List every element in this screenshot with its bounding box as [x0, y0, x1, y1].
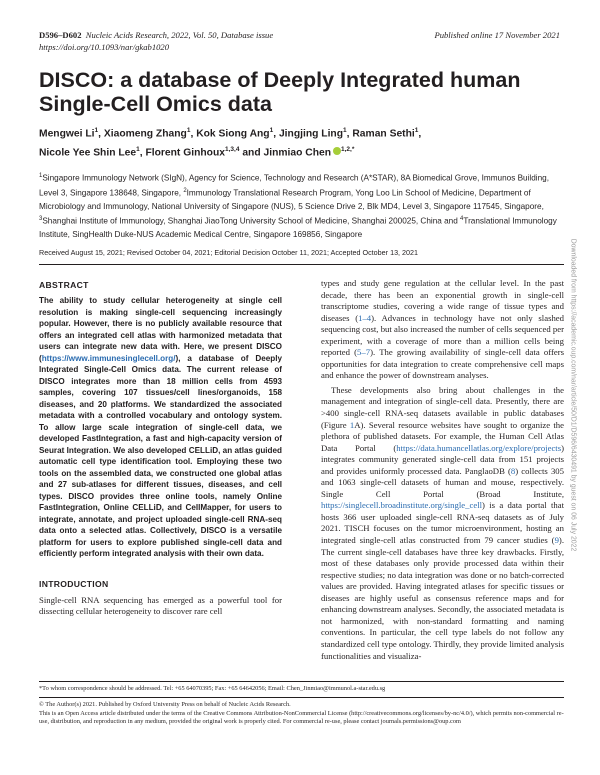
- body-text: ) integrates community generated single-cell data from 151 projects and provides uniformly processed data. PanglaoDB (: [321, 442, 564, 476]
- body-text: ). Advances in technology have not only slashed sequencing cost, but also increased the number of cells sequenced per experiment, with a coverage of more than a million cells being reported (: [321, 312, 564, 358]
- affiliation-text: Immunology Translational Research Program, Yong Loo Lin School of Medicine, Department of Microbiology and Immunology, National University of Singapore (NUS), 5 Science Drive 2, Blk MD4, Level 3, Singapore 117545, Singapore,: [39, 189, 544, 211]
- author-affil-sup: 1,3,4: [224, 146, 240, 154]
- body-text: ) is a data portal that hosts 366 user uploaded single-cell RNA-seq datasets as of July 2021. TISCH focuses on the tumor microenvironment, hosting an integrated single-cell atlas constructed from 79 cancer studies (: [321, 500, 564, 546]
- affil-sup: 3: [39, 216, 43, 223]
- author-name: Kok Siong Ang: [196, 128, 270, 140]
- footnote-divider: [39, 697, 564, 698]
- body-text: A). Several resource websites have sought to organize the plethora of published datasets. For example, the Human Cell Atlas Data Portal (: [321, 419, 564, 453]
- header-divider: [39, 264, 564, 265]
- introduction-paragraph: [321, 278, 564, 382]
- database-link[interactable]: https://www.immunesinglecell.org/: [41, 353, 176, 363]
- affil-sup: 2: [183, 188, 187, 195]
- introduction-paragraph: [321, 385, 564, 662]
- author-name: Jingjing Ling: [278, 128, 344, 140]
- author-affil-sup: 1,2,*: [341, 146, 355, 154]
- affiliation-text: Shanghai Institute of Immunology, Shanghai JiaoTong University School of Medicine, Shanghai 200025, China and: [42, 216, 461, 226]
- author-affil-sup: 1: [343, 127, 347, 134]
- body-text: types and study gene regulation at the cellular level. In the past decade, there has been an exponential growth in single-cell transcriptome studies, covering a wide range of tissue types and diseases (: [321, 278, 564, 323]
- license-note: This is an Open Access article distributed under the terms of the Creative Commons Attribution-NonCommercial License (http://creativecommons.org/licenses/by-nc/4.0/), which permits non-commercial re-use, distribution, and reproduction in any medium, provided the original work is properly cited. For commercial re-use, please contact journals.permissions@oup.com: [39, 710, 564, 726]
- author-name: Mengwei Li: [39, 128, 95, 140]
- published-date: Published online 17 November 2021: [434, 30, 560, 40]
- figure-link[interactable]: 1: [349, 419, 355, 430]
- received-dates: Received August 15, 2021; Revised October 04, 2021; Editorial Decision October 11, 2021; Accepted October 13, 2021: [39, 248, 419, 257]
- hca-link[interactable]: https://data.humancellatlas.org/explore/projects: [396, 442, 562, 453]
- broad-link[interactable]: https://singlecell.broadinstitute.org/single_cell: [321, 500, 483, 511]
- body-text: These developments also bring about challenges in the management and integration of single-cell data. Presently, there are >400 single-cell RNA-seq datasets available in public databases (Figure: [321, 384, 564, 430]
- author-affil-sup: 1: [94, 127, 99, 134]
- paper-title: DISCO: a database of Deeply Integrated human Single-Cell Omics data: [39, 68, 521, 116]
- author-name: Florent Ginhoux: [145, 147, 225, 159]
- author-affil-sup: 1: [186, 127, 191, 134]
- journal-name: Nucleic Acids Research, 2022, Vol. 50, Database issue: [85, 30, 274, 40]
- author-list: Mengwei Li$^1$, Xiaomeng Zhang$^1$, Kok Siong Ang$^1$, Jingjing Ling$^1$, Raman Sethi$^1$, Nicole Yee Shin Lee$^1$, Florent Ginhoux$^{1,3,4}$ and Jinmiao Chen $^{1,2,*}$: [39, 127, 422, 159]
- affiliations: [39, 170, 564, 241]
- affil-sup: 4: [460, 216, 464, 223]
- abstract-heading: ABSTRACT: [39, 280, 89, 290]
- author-affil-sup: 1: [269, 127, 274, 134]
- author-name: Xiaomeng Zhang: [103, 128, 187, 140]
- citation-link[interactable]: 5–7: [357, 347, 371, 358]
- copyright-note: © The Author(s) 2021. Published by Oxford University Press on behalf of Nucleic Acids Research.: [39, 701, 291, 708]
- running-header: [39, 30, 560, 56]
- author-affil-sup: 1: [414, 127, 419, 134]
- doi[interactable]: https://doi.org/10.1093/nar/gkab1020: [39, 42, 170, 52]
- citation-link[interactable]: 1–4: [358, 312, 372, 323]
- left-column: [39, 280, 282, 618]
- author-name: Raman Sethi: [352, 128, 415, 140]
- page-range: D596–D602: [39, 30, 82, 40]
- author-name: Jinmiao Chen: [263, 147, 331, 159]
- body-text: ). The current single-cell databases have three key drawbacks. Firstly, most of these databases only provide processed data within their respective studies; no data integration was done or no batch-corrected values are provided. Having integrated atlases for specific tissues or diseases are highly useful as consensus reference maps and for enhancing downstream analyses. Secondly, the associated metadata is not harmonized, with non-standard formatting and naming conventions. In particular, the cell type labels do not follow any standardized cell type ontology. Thirdly, they provide limited analysis functionalities and visualiza-: [321, 535, 564, 661]
- abstract-part: The ability to study cellular heterogeneity at single cell resolution is making single-cell sequencing increasingly popular. However, there is no publicly available resource that offers an integrated cell atlas with harmonized metadata that users can integrate new data with. Here, we present DISCO (: [39, 296, 282, 363]
- author-name: Nicole Yee Shin Lee: [39, 147, 137, 159]
- download-note-text: Downloaded from https://academic.oup.com/nar/article/50/D1/D596/6430491 by guest on 06 July 2022: [569, 238, 577, 552]
- correspondence-note: *To whom correspondence should be addressed. Tel: +65 64070395; Fax: +65 64642056; Email: Chen_Jinmiao@immunol.a-star.edu.sg: [39, 685, 386, 692]
- author-affil-sup: 1: [136, 146, 140, 154]
- citation-link[interactable]: 9: [554, 535, 559, 546]
- affil-sup: 1: [39, 173, 43, 179]
- footnote-divider: [39, 681, 564, 682]
- introduction-heading: INTRODUCTION: [39, 578, 109, 589]
- abstract-text: [39, 295, 282, 560]
- affiliation-text: Singapore Immunology Network (SIgN), Agency for Science, Technology and Research (A*STAR), 8A Biomedical Grove, Immunos Building, Level 3, Singapore 138648, Singapore,: [39, 173, 549, 199]
- affiliation-text: Translational Immunology Institute, SingHealth Duke-NUS Academic Medical Centre, Singapore 169856, Singapore: [39, 216, 557, 239]
- body-text: ). The growing availability of single-cell data offers opportunities for data integration to create comprehensive cell maps and enhance the power of downstream analyses.: [321, 347, 564, 381]
- right-column: [321, 278, 564, 662]
- citation-link[interactable]: 8: [510, 465, 516, 476]
- journal-line: [39, 30, 273, 40]
- introduction-paragraph: Single-cell RNA sequencing has emerged as a powerful tool for dissecting cellular heterogeneity to discover rare cell: [39, 594, 282, 617]
- abstract-part: ), a database of Deeply Integrated Single-Cell Omics data. The current release of DISCO integrates more than 18 million cells from 4593 samples, covering 107 tissues/cell lines/organoids, 158 diseases, and 20 platforms. We standardized the associated metadata with a controlled vocabulary and ontology system. To allow large scale integration of single-cell data, we developed FastIntegration, a fast and high-capacity version of Seurat Integration. We also developed CELLiD, an atlas guided automatic cell type identification tool. Employing these two tools on the assembled data, we constructed one global atlas and 27 sub-atlases for different tissues, diseases, and cell types. DISCO provides three online tools, namely Online FastIntegration, Online CELLiD, and CellMapper, for users to integrate, annotate, and project uploaded single-cell RNA-seq data onto a selected atlas. Collectively, DISCO is a versatile platform for users to explore published single-cell data and efficiently perform integrated analysis with their own data.: [39, 353, 282, 558]
- orcid-icon[interactable]: [333, 147, 341, 155]
- body-text: ) collects 305 and 1063 single-cell datasets of human and mouse, respectively. Single Cell Portal (Broad Institute,: [321, 465, 564, 499]
